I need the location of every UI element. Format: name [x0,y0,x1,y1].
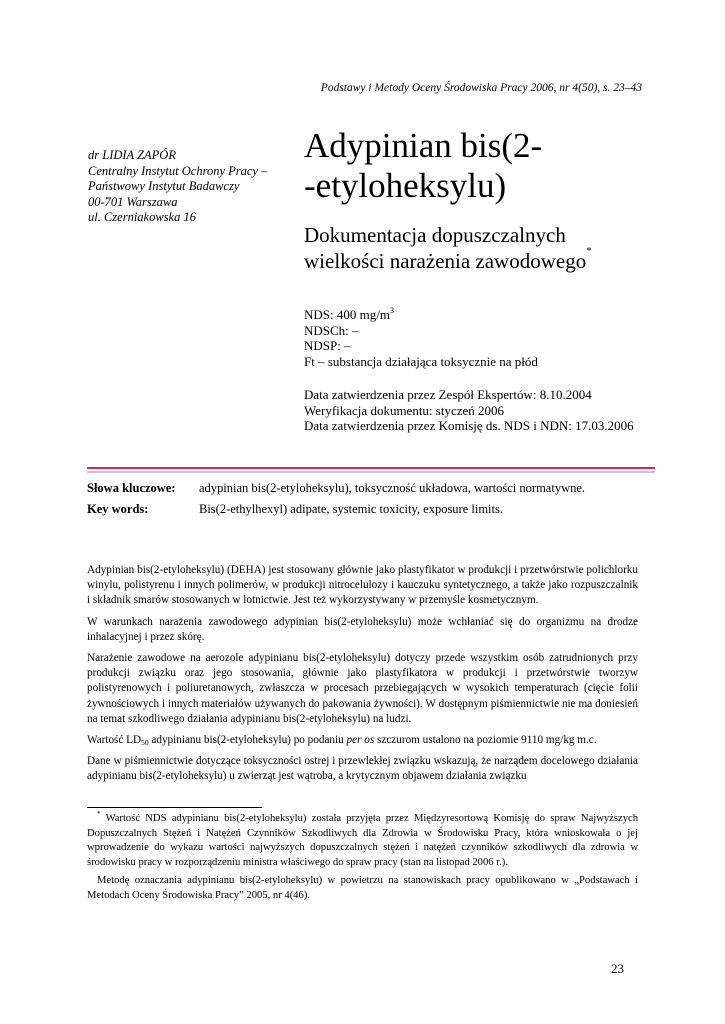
subtitle-footnote-mark: * [586,245,592,257]
page-number: 23 [611,961,624,976]
subtitle-line-1: Dokumentacja dopuszczalnych [304,223,566,247]
body-paragraph-ld50 [87,733,638,748]
footnotes-block [87,812,638,908]
author-address-line: ul. Czerniakowska 16 [88,210,196,224]
author-block [88,148,288,226]
keywords-pl-label: Słowa kluczowe: [87,481,176,495]
header-divider-red [87,467,655,469]
ld50-text-c: szczurom ustalono na poziomie 9110 mg/kg m.c. [374,734,597,747]
footnote-1-text: Wartość NDS adypinianu bis(2-etyloheksylu) została przyjęta przez Międzyresortową Komisję do spraw Najwyższych Dopuszczalnych Stężeń i Natężeń Czynników Szkodliwych dla Zdrowia w Środowisku Pracy, która wnioskowała o jej wprowadzenie do wykazu wartości najwyższych dopuszczalnych stężeń i natężeń czynników szkodliwych dla zdrowia w środowisku pracy w rozporządzeniu ministra właściwego do spraw pracy (stan na listopad 2006 r.). [87,813,638,868]
journal-reference: Podstawy i Metody Oceny Środowiska Pracy 2006, nr 4(50), s. 23–43 [320,82,642,94]
keywords-en [87,502,503,517]
article-title [304,126,664,206]
nds-text: NDS: 400 mg/m [304,307,390,322]
body-paragraph: Dane w piśmiennictwie dotyczące toksyczności ostrej i przewlekłej związku wskazują, że narządem docelowego działania adypinianu bis(2-etyloheksylu) u zwierząt jest wątroba, a krytycznym objawem działania związku [87,755,638,783]
keywords-en-label: Key words: [87,502,149,516]
ndsp-value: NDSP: – [304,338,351,353]
body-paragraph: W warunkach narażenia zawodowego adypinian bis(2-etyloheksylu) może wchłaniać się do organizmu na drodze inhalacyjnej i przez skórę. [87,615,638,643]
nds-exponent: 3 [389,306,394,315]
footnote-separator [87,807,262,808]
ld50-text-b: adypinianu bis(2-etyloheksylu) po podaniu [148,734,347,747]
footnote-2: Metodę oznaczania adypinianu bis(2-etyloheksylu) w powietrzu na stanowiskach pracy opublikowano w „Podstawach i Metodach Oceny Środowiska Pracy” 2005, nr 4(46). [87,875,638,901]
ld50-text-a: Wartość LD [87,734,142,747]
body-paragraph: Adypinian bis(2-etyloheksylu) (DEHA) jest stosowany głównie jako plastyfikator w produkcji i przetwórstwie polichlorku winylu, polistyrenu i innych polimerów, w produkcji nitrocelulozy i kauczuku syntetycznego, a także jako rozpuszczalnik i składnik smarów stosowanych w lotnictwie. Jest też wykorzystywany w przemyśle kosmetycznym. [87,564,638,607]
exposure-limits-block [304,307,538,369]
nds-value [304,307,538,323]
date-experts: Data zatwierdzenia przez Zespół Ekspertów: 8.10.2004 [304,387,592,402]
approval-dates-block [304,387,634,434]
author-affiliation-line: Centralny Instytut Ochrony Pracy – [88,163,268,178]
ft-note: Ft – substancja działająca toksycznie na płód [304,353,538,369]
abstract-body [87,563,638,791]
body-paragraph: Narażenie zawodowe na aerozole adypinianu bis(2-etyloheksylu) dotyczy przede wszystkim osób zatrudnionych przy produkcji związku oraz jego stosowania, głównie jako plastyfikatora w produkcji i przetwórstwie tworzyw polistyrenowych i poliuretanowych, zwłaszcza w procesach przebiegających w wysokich temperaturach (cięcie folii żywnościowych i innych materiałów używanych do pakowania żywności). W dostępnym piśmiennictwie nie ma doniesień na temat szkodliwego działania adypinianu bis(2-etyloheksylu) na ludzi. [87,652,638,725]
author-affiliation-line: Państwowy Instytut Badawczy [88,179,240,193]
author-name: dr LIDIA ZAPÓR [88,148,176,162]
subtitle-line-2-text: wielkości narażenia zawodowego [304,249,587,273]
ld50-italic: per os [346,734,375,747]
author-address-line: 00-701 Warszawa [88,194,178,209]
title-line-1: Adypinian bis(2- [304,126,543,165]
footnote-1-mark: * [97,810,101,818]
article-subtitle [304,222,684,274]
keywords-pl-text: adypinian bis(2-etyloheksylu), toksyczność układowa, wartości normatywne. [199,481,586,495]
keywords-en-text: Bis(2-ethylhexyl) adipate, systemic toxicity, exposure limits. [199,502,503,516]
date-verification: Weryfikacja dokumentu: styczeń 2006 [304,402,505,418]
date-commission: Data zatwierdzenia przez Komisję ds. NDS i NDN: 17.03.2006 [304,418,634,433]
subtitle-line-2 [304,245,684,274]
keywords-pl [87,481,585,496]
footnote-1 [87,812,638,870]
ndsch-value: NDSCh: – [304,322,359,338]
ld50-subscript: 50 [141,738,149,748]
header-divider-gray [87,471,655,473]
title-line-2: -etyloheksylu) [304,166,507,205]
